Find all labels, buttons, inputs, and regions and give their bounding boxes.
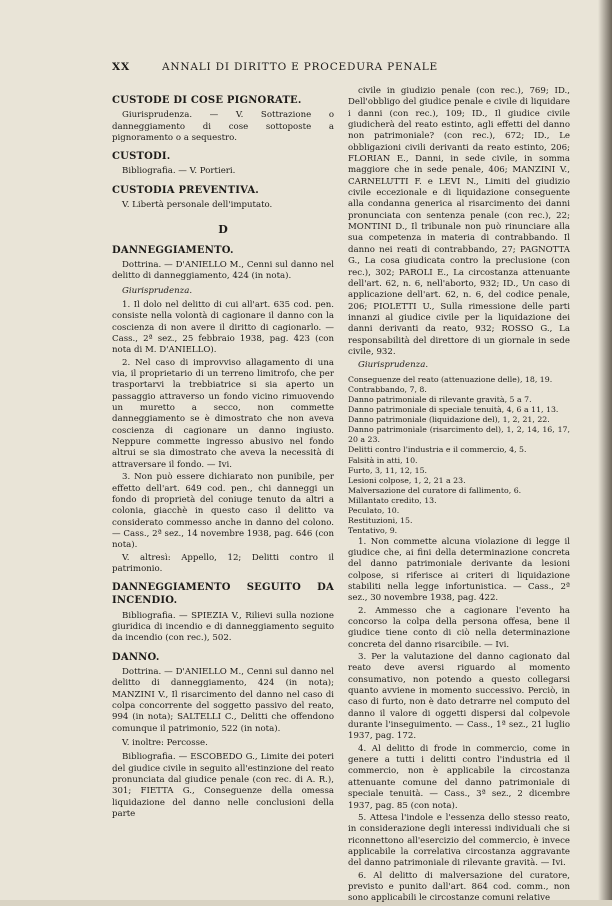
case-paragraph: V. altresì: Appello, 12; Delitti contro il patrimonio. bbox=[112, 552, 334, 574]
entry-label: Giurisprudenza. bbox=[122, 285, 193, 296]
case-paragraph: 4. Al delitto di frode in commercio, come in genere a tutti i delitti contro l'industria ed il commercio, non è applicabile la circostanza attenuante comune del danno patrimoniale di speciale tenuità. — Cass., 3ª sez., 2 dicembre 1937, pag. 85 (con nota). bbox=[348, 743, 570, 811]
entry-title: DANNO. bbox=[112, 651, 160, 663]
summary-item: Malversazione del curatore di fallimento, 6. bbox=[348, 485, 522, 495]
case-paragraph: 5. Attesa l'indole e l'essenza dello stesso reato, in considerazione degli interessi individuali che si riconnettono all'esercizio del commercio, è invece applicabile la correlativa circostanza aggravante del danno patrimoniale di rilevante gravità. — Ivi. bbox=[348, 812, 570, 869]
case-paragraph: 3. Non può essere dichiarato non punibile, per effetto dell'art. 649 cod. pen., chi danneggi un fondo di proprietà del coniuge tenuto da altri a colonia, giacchè in questo caso il delitto va considerato commesso anche in danno del colono. — Cass., 2ª sez., 14 novembre 1938, pag. 646 (con nota). bbox=[112, 472, 334, 551]
summary-list bbox=[348, 375, 570, 537]
case-paragraph: 1. Il dolo nel delitto di cui all'art. 635 cod. pen. consiste nella volontà di cagionare il danno con la coscienza di non avere il diritto di cagionarlo. — Cass., 2ª sez., 25 febbraio 1938, pag. 423 (con nota di M. D'ANIELLO). bbox=[112, 300, 334, 356]
entry-title: DANNEGGIAMENTO. bbox=[112, 244, 234, 256]
entry-text: Bibliografia. — SPIEZIA V., Rilievi sulla nozione giuridica di incendio e di danneggiamento seguito da incendio (con rec.), 502. bbox=[112, 610, 334, 644]
page-number: XX bbox=[112, 61, 130, 73]
entry-text: V. inoltre: Percosse. bbox=[122, 737, 208, 748]
entry-label: Giurisprudenza. bbox=[358, 360, 429, 371]
entry-text: Dottrina. — D'ANIELLO M., Cenni sul danno nel delitto di danneggiamento, 424 (in nota); MANZINI V., Il risarcimento del danno nel caso di colpa concorrente del soggetto passivo del reato, 994 (in nota); SALTELLI C., Delitti che offendono comunque il patrimonio, 522 (in nota). bbox=[112, 666, 334, 734]
summary-item: Conseguenze del reato (attenuazione delle), 18, 19. bbox=[348, 374, 553, 384]
case-paragraph: 6. Al delitto di malversazione del curatore, previsto e punito dall'art. 864 cod. comm., non sono applicabili le circostanze comuni relative bbox=[348, 870, 570, 904]
case-paragraph: 2. Ammesso che a cagionare l'evento ha concorso la colpa della persona offesa, bene il giudice tiene conto di ciò nella determinazione concreta del danno risarcibile. — Ivi. bbox=[348, 605, 570, 650]
summary-item: Danno patrimoniale di rilevante gravità, 5 a 7. bbox=[348, 394, 532, 404]
running-header bbox=[112, 61, 472, 73]
continuation-text: civile in giudizio penale (con rec.), 769; ID., Dell'obbligo del giudice penale e civile di liquidare i danni (con rec.), 109; ID., Il giudice civile giudicherà del reato estinto, agli effetti del danno non patrimoniale? (con rec.), 672; ID., Le obbligazioni civili derivanti da reato estinto, 206; FLORIAN E., Danni, in sede civile, in somma maggiore che in sede penale, 406; MANZINI V., CARNELUTTI F. e LEVI N., Limiti del giudizio civile eccezionale e di liquidazione conseguente alla condanna generica al risarcimento dei danni pronunciata con sentenza penale (con rec.), 22; MONTINI D., Il tribunale non può rinunciare alla sua competenza in materia di contrabbando. Il danno nei reati di contrabbando, 27; PAGNOTTA G., La cosa giudicata contro la preclusione (con rec.), 302; PAROLI E., La circostanza attenuante dell'art. 62, n. 6, nell'aborto, 932; ID., Un caso di applicazione dell'art. 62, n. 6, del codice penale, 206; PIOLETTI U., Sulla rimessione delle parti innanzi al giudice civile per la liquidazione dei danni derivanti da reato, 932; ROSSO G., La responsabilità del direttore di un giornale in sede civile, 932. bbox=[348, 86, 570, 357]
summary-item: Millantato credito, 13. bbox=[348, 496, 437, 506]
entry-text: V. Libertà personale dell'imputato. bbox=[122, 199, 273, 210]
entry-text: Giurisprudenza. — V. Sottrazione o danneggiamento di cose sottoposte a pignoramento o a sequestro. bbox=[112, 110, 334, 143]
case-paragraph: 1. Non commette alcuna violazione di legge il giudice che, ai fini della determinazione concreta del danno patrimoniale derivante da lesioni colpose, si riferisce ai criteri di liquidazione stabiliti nella legge infortunistica. — Cass., 2ª sez., 30 novembre 1938, pag. 422. bbox=[348, 536, 570, 604]
summary-item: Danno patrimoniale di speciale tenuità, 4, 6 a 11, 13. bbox=[348, 404, 559, 414]
summary-item: Delitti contro l'industria e il commercio, 4, 5. bbox=[348, 445, 527, 455]
running-title: ANNALI DI DIRITTO E PROCEDURA PENALE bbox=[162, 61, 439, 73]
summary-item: Peculato, 10. bbox=[348, 506, 400, 516]
entry-title: CUSTODIA PREVENTIVA. bbox=[112, 184, 259, 196]
case-paragraph: 3. Per la valutazione del danno cagionato dal reato deve aversi riguardo al momento consumativo, non potendo a questo collegarsi quanto avviene in momento successivo. Perciò, in caso di furto, non è dato detrarre nel computo del danno il valore di oggetti dispersi dal colpevole durante l'inseguimento. — Cass., 1ª sez., 21 luglio 1937, pag. 172. bbox=[348, 652, 570, 742]
alphabet-letter: D bbox=[218, 223, 228, 237]
summary-item: Danno patrimoniale (liquidazione del), 1, 2, 21, 22. bbox=[348, 415, 550, 425]
binding-shadow bbox=[598, 0, 612, 900]
summary-item: Contrabbando, 7, 8. bbox=[348, 384, 427, 394]
left-column bbox=[112, 88, 334, 823]
summary-item: Falsità in atti, 10. bbox=[348, 455, 418, 465]
case-paragraph: 2. Nel caso di improvviso allagamento di una via, il proprietario di un terreno limitrofo, che per trasportarvi la trebbiatrice si sia aperto un passaggio attraverso un fondo vicino rimuovendo un muretto a secco, non commette danneggiamento se è dimostrato che non aveva coscienza di cagionare un danno ingiusto. Neppure commette ingresso abusivo nel fondo altrui se sia dimostrato che aveva la necessità di attraversare il fondo. — Ivi. bbox=[112, 357, 334, 470]
right-column bbox=[348, 86, 570, 906]
entry-text: Bibliografia. — ESCOBEDO G., Limite dei poteri del giudice civile in seguito all'estinzione del reato pronunciata dal giudice penale (con rec. di A. R.), 301; FIETTA G., Conseguenze della omessa liquidazione del danno nelle conclusioni della parte bbox=[112, 752, 334, 819]
summary-item: Tentativo, 9. bbox=[348, 526, 398, 536]
summary-item: Restituzioni, 15. bbox=[348, 516, 413, 526]
summary-item: Danno patrimoniale (risarcimento del), 1, 2, 14, 16, 17, 20 a 23. bbox=[348, 425, 570, 445]
entry-text: Bibliografia. — V. Portieri. bbox=[122, 166, 236, 177]
entry-title: DANNEGGIAMENTO SEGUITO DA INCENDIO. bbox=[112, 582, 334, 607]
entry-title: CUSTODI. bbox=[112, 151, 171, 163]
summary-item: Lesioni colpose, 1, 2, 21 a 23. bbox=[348, 475, 466, 485]
entry-title: CUSTODE DI COSE PIGNORATE. bbox=[112, 95, 302, 106]
summary-item: Furto, 3, 11, 12, 15. bbox=[348, 465, 428, 475]
entry-text: Dottrina. — D'ANIELLO M., Cenni sul danno nel delitto di danneggiamento, 424 (in nota). bbox=[112, 259, 334, 282]
